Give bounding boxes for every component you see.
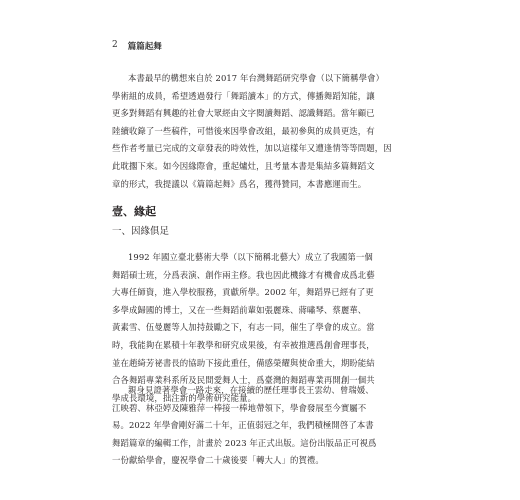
text-line: 易。2022 年學會剛好滿二十年，正值弱冠之年，我們積極開啓了本書	[112, 420, 374, 431]
text-line: 本書最早的構想來自於 2017 年台灣舞蹈研究學會（以下簡稱學會）	[128, 73, 385, 83]
text-line: 親身見證著學會一路走來，在接續的歷任理事長王雲幼、曾瑞媛、	[128, 385, 374, 395]
text-line: 時，我能夠在累積十年教學和研究成果後，有幸被推選爲創會理事長，	[112, 339, 375, 350]
text-line: 更多對舞蹈有興趣的社會大眾經由文字閱讀舞蹈、認識舞蹈。當年顧已	[112, 108, 375, 119]
text-line: 黃素雪、伍曼麗等人加持鼓勵之下，有志一同，催生了學會的成立。當	[112, 322, 375, 333]
text-line: 此耽擱下來。如今因緣際會，重起爐灶，且考量本書是集結多篇舞蹈文	[112, 160, 375, 171]
text-line: 舞蹈碩士班，分爲表演、創作兩主修。我也因此機緣才有機會成爲北藝	[112, 269, 375, 280]
text-line: 些作者考量已完成的文章發表的時效性，加以這樣年又遭逢情等等問題，因	[112, 143, 392, 154]
text-line: 一份獻給學會，慶祝學會二十歲後要「轉大人」的賀禮。	[112, 455, 324, 466]
text-line: 多學成歸國的博士，又在一些舞蹈前輩如張麗珠、蔣嘯琴、蔡麗華、	[112, 304, 367, 315]
text-line: 陸續收錄了一些稿件，可惜後來因學會改組，最初參與的成員更迭，有	[112, 125, 375, 136]
text-line: 學成長環境，拙注新的學術研究能量。	[112, 392, 257, 403]
text-line: 學術組的成員，希望透過發行「舞蹈讀本」的方式，傳播舞蹈知能，讓	[112, 90, 375, 101]
page-number: 2	[112, 40, 118, 50]
text-line: 大專任師資，進入學校服務，貢獻所學。2002 年，舞蹈界已經有了更	[112, 287, 374, 298]
book-title: 篇篇起舞	[127, 42, 162, 52]
running-header	[112, 40, 162, 52]
chapter-heading: 壹、緣起	[112, 205, 156, 218]
text-line: 江映碧、林亞婷及陳雅萍一棒接一棒地帶領下，學會發展至今實屬不	[112, 402, 367, 413]
text-line: 合各舞蹈專業科系所及民間愛舞人士，爲臺灣的舞蹈專業再開創一個共	[112, 375, 375, 386]
body-paragraph-2	[112, 382, 412, 470]
intro-paragraph	[112, 70, 412, 193]
text-line: 並在趙綺芳祕書長的協助下接此重任，備感榮耀與使命重大，期盼能結	[112, 357, 375, 368]
text-line: 舞蹈篇章的編輯工作，計畫於 2023 年正式出版。這份出版品正可視爲	[112, 437, 377, 448]
text-line: 1992 年國立臺北藝術大學（以下簡稱北藝大）成立了我國第一個	[128, 252, 373, 262]
text-line: 章的形式，我提議以《篇篇起舞》爲名，獲得贊同，本書應運而生。	[112, 178, 367, 189]
section-heading: 一、因緣俱足	[112, 226, 170, 237]
